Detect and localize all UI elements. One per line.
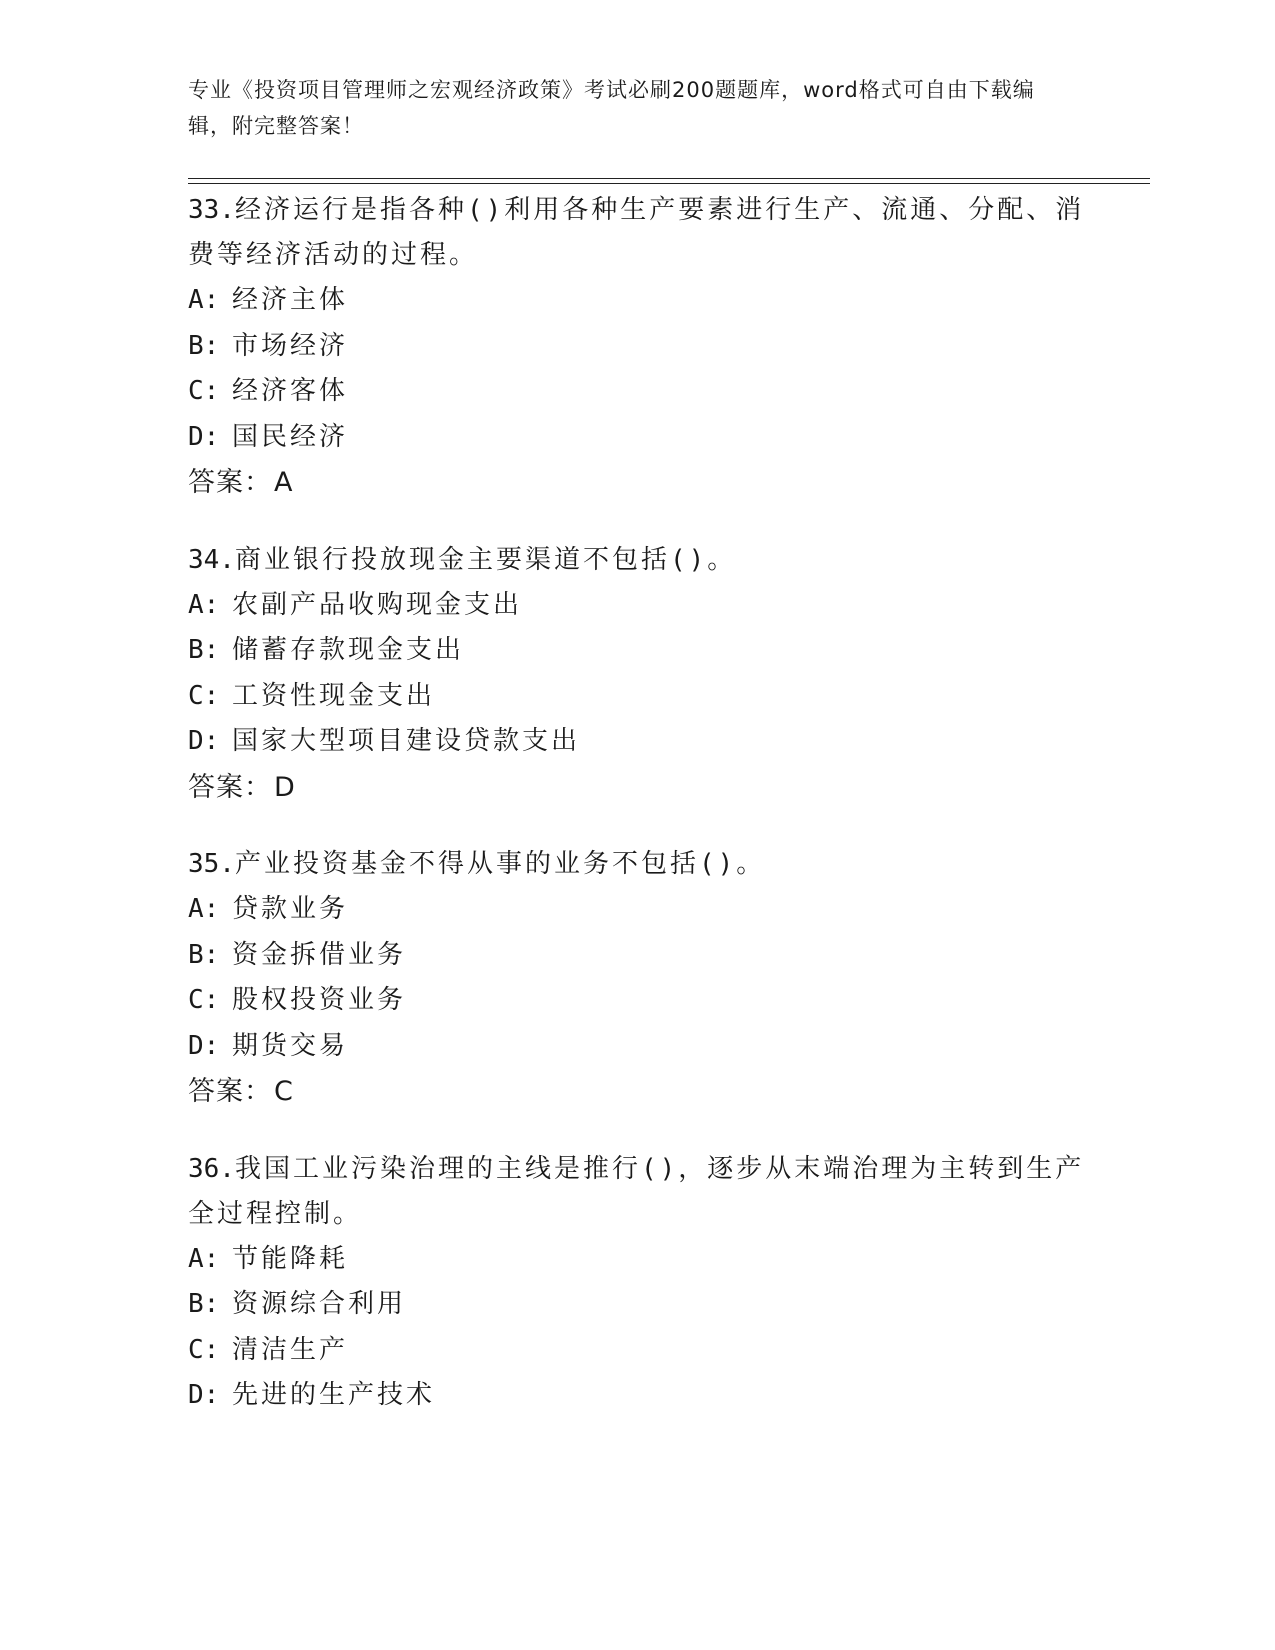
answer-value: D [274, 771, 296, 803]
option-text: 清洁生产 [232, 1334, 349, 1365]
answer-value: A [274, 467, 294, 498]
option-key: B: [188, 939, 220, 970]
option-text: 经济客体 [232, 376, 349, 406]
option-text: 贷款业务 [232, 894, 349, 924]
option-key: A: [188, 894, 220, 924]
option-b [188, 933, 1088, 979]
option-d [188, 1373, 1088, 1419]
option-text: 经济主体 [232, 285, 349, 315]
answer-label: 答案： [188, 1076, 272, 1107]
question-text: 我国工业污染治理的主线是推行()，逐步从末端治理为主转到生产全过程控制。 [188, 1153, 1085, 1229]
header-divider-bottom [188, 183, 1150, 184]
option-key: A: [188, 589, 220, 620]
option-c [188, 1328, 1088, 1374]
option-text: 工资性现金支出 [232, 680, 436, 711]
question-34 [188, 538, 1088, 811]
option-b [188, 1282, 1088, 1328]
question-stem [188, 842, 1088, 887]
answer-label: 答案： [188, 467, 272, 498]
option-key: B: [188, 1289, 220, 1319]
option-c [188, 369, 1088, 415]
question-33 [188, 188, 1088, 506]
option-key: C: [188, 680, 220, 711]
option-text: 股权投资业务 [232, 985, 407, 1015]
option-key: D: [188, 1030, 220, 1061]
option-text: 农副产品收购现金支出 [232, 589, 523, 620]
answer-value: C [274, 1076, 294, 1107]
question-number: 35. [188, 849, 235, 879]
option-b [188, 628, 1088, 674]
option-a [188, 278, 1088, 324]
option-text: 资源综合利用 [232, 1289, 407, 1319]
answer-line [188, 460, 1088, 506]
question-stem [188, 188, 1088, 278]
answer-label: 答案： [188, 771, 272, 803]
option-key: D: [188, 726, 220, 756]
option-key: A: [188, 285, 220, 315]
option-key: D: [188, 421, 220, 452]
option-key: C: [188, 985, 220, 1015]
option-text: 先进的生产技术 [232, 1380, 436, 1410]
option-key: A: [188, 1243, 220, 1274]
option-d [188, 1024, 1088, 1070]
option-a [188, 583, 1088, 629]
option-c [188, 978, 1088, 1024]
option-text: 市场经济 [232, 330, 349, 361]
option-text: 储蓄存款现金支出 [232, 635, 465, 665]
option-text: 国民经济 [232, 421, 349, 452]
question-35 [188, 842, 1088, 1115]
option-key: B: [188, 330, 220, 361]
option-a [188, 887, 1088, 933]
option-d [188, 415, 1088, 461]
question-stem [188, 1147, 1088, 1237]
question-number: 36. [188, 1153, 235, 1184]
question-36 [188, 1147, 1088, 1419]
option-d [188, 719, 1088, 765]
question-text: 商业银行投放现金主要渠道不包括()。 [234, 544, 737, 575]
option-key: C: [188, 376, 220, 406]
option-text: 资金拆借业务 [232, 939, 407, 970]
document-intro: 专业《投资项目管理师之宏观经济政策》考试必刷200题题库，word格式可自由下载编辑，附完整答案！ [188, 78, 1035, 138]
question-text: 产业投资基金不得从事的业务不包括()。 [234, 849, 766, 879]
question-list [188, 188, 1088, 1451]
option-text: 国家大型项目建设贷款支出 [232, 726, 581, 756]
option-text: 节能降耗 [232, 1243, 349, 1274]
answer-line [188, 765, 1088, 811]
question-stem [188, 538, 1088, 583]
option-key: D: [188, 1380, 220, 1410]
header-divider-top [188, 178, 1150, 179]
question-text: 经济运行是指各种()利用各种生产要素进行生产、流通、分配、消费等经济活动的过程。 [188, 195, 1085, 270]
option-key: C: [188, 1334, 220, 1365]
question-number: 33. [188, 195, 235, 225]
option-b [188, 324, 1088, 370]
option-c [188, 674, 1088, 720]
option-a [188, 1237, 1088, 1283]
answer-line [188, 1069, 1088, 1115]
option-text: 期货交易 [232, 1030, 349, 1061]
option-key: B: [188, 635, 220, 665]
question-number: 34. [188, 544, 235, 575]
